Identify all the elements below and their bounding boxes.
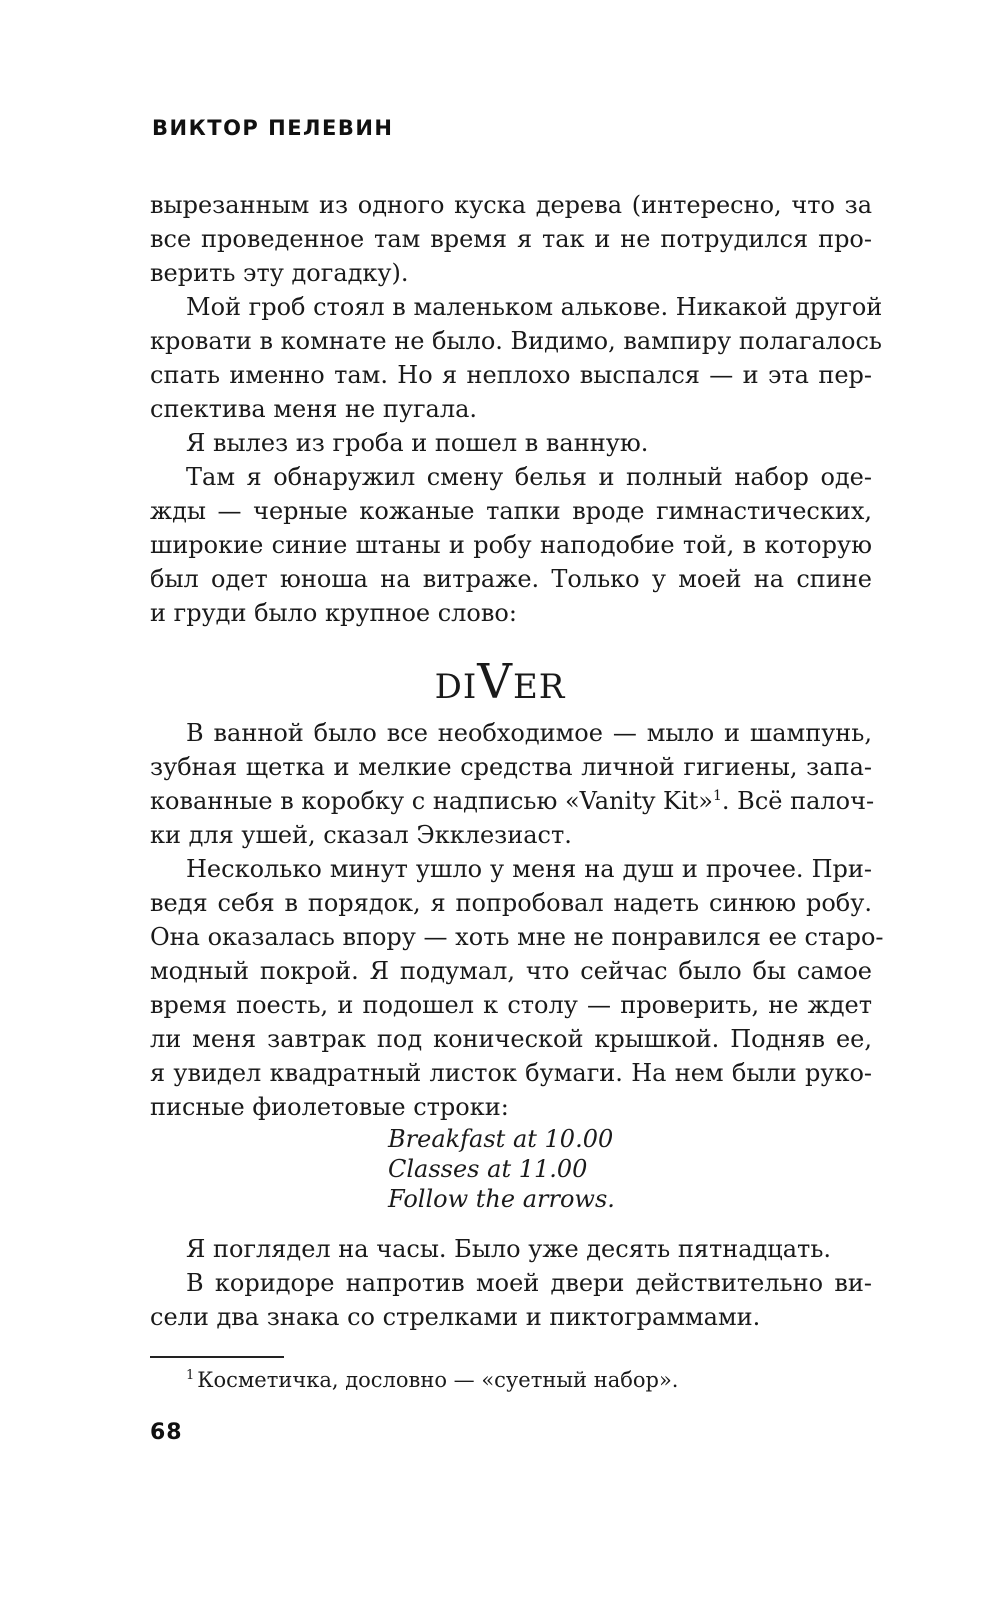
text-line: ведя себя в порядок, я попробовал надеть синюю робу. — [150, 889, 872, 917]
text-line: В ванной было все необходимое — мыло и шампунь, — [186, 719, 872, 747]
text-line: модный покрой. Я подумал, что сейчас было бы самое — [150, 957, 872, 985]
text-line: был одет юноша на витраже. Только у моей на спине — [150, 565, 872, 593]
footnote-mark: 1 — [186, 1368, 195, 1383]
text-fragment: кованные в коробку с надписью «Vanity Kit» — [150, 787, 713, 815]
text-line: писные фиолетовые строки: — [150, 1093, 509, 1121]
text-line: время поесть, и подошел к столу — проверить, не ждет — [150, 991, 872, 1019]
diver-part-large: V — [477, 654, 513, 710]
footnote — [186, 1368, 679, 1392]
text-line: ли меня завтрак под конической крышкой. Подняв ее, — [150, 1025, 872, 1053]
text-line-with-footnote — [150, 784, 875, 818]
text-line: зубная щетка и мелкие средства личной гигиены, запа- — [150, 753, 872, 781]
text-line: верить эту догадку). — [150, 259, 409, 287]
handwritten-note — [388, 1124, 615, 1214]
note-line: Follow the arrows. — [388, 1185, 615, 1213]
text-line: все проведенное там время я так и не потрудился про- — [150, 225, 872, 253]
diver-part: ER — [512, 667, 566, 707]
text-line: широкие синие штаны и робу наподобие той, в которую — [150, 531, 872, 559]
text-line: Мой гроб стоял в маленьком алькове. Никакой другой — [186, 293, 883, 321]
page-number: 68 — [150, 1420, 183, 1445]
diver-word — [0, 654, 1000, 710]
text-line: спектива меня не пугала. — [150, 395, 478, 423]
footnote-divider — [150, 1356, 284, 1358]
diver-part: DI — [434, 667, 478, 707]
text-line: Она оказалась впору — хоть мне не понравился ее старо- — [150, 923, 884, 951]
text-line: я увидел квадратный листок бумаги. На нем были руко- — [150, 1059, 872, 1087]
footnote-text: Косметичка, дословно — «суетный набор». — [197, 1368, 679, 1392]
text-line: жды — черные кожаные тапки вроде гимнастических, — [150, 497, 872, 525]
text-line: Я вылез из гроба и пошел в ванную. — [186, 429, 649, 457]
text-line: сели два знака со стрелками и пиктограммами. — [150, 1303, 761, 1331]
text-line: кровати в комнате не было. Видимо, вампиру полагалось — [150, 327, 882, 355]
running-head: ВИКТОР ПЕЛЕВИН — [152, 116, 394, 140]
text-line: Там я обнаружил смену белья и полный набор оде- — [186, 463, 872, 491]
text-line: В коридоре напротив моей двери действительно ви- — [186, 1269, 872, 1297]
footnote-ref[interactable]: 1 — [713, 788, 722, 804]
text-line: ки для ушей, сказал Экклезиаст. — [150, 821, 572, 849]
note-line: Breakfast at 10.00 — [388, 1125, 614, 1153]
note-line: Classes at 11.00 — [388, 1155, 588, 1183]
text-fragment: . Всё палоч- — [721, 787, 875, 815]
text-line: Я поглядел на часы. Было уже десять пятнадцать. — [186, 1235, 832, 1263]
text-line: Несколько минут ушло у меня на душ и прочее. При- — [186, 855, 872, 883]
text-line: и груди было крупное слово: — [150, 599, 517, 627]
text-line: вырезанным из одного куска дерева (интересно, что за — [150, 191, 872, 219]
text-line: спать именно там. Но я неплохо выспался — и эта пер- — [150, 361, 872, 389]
